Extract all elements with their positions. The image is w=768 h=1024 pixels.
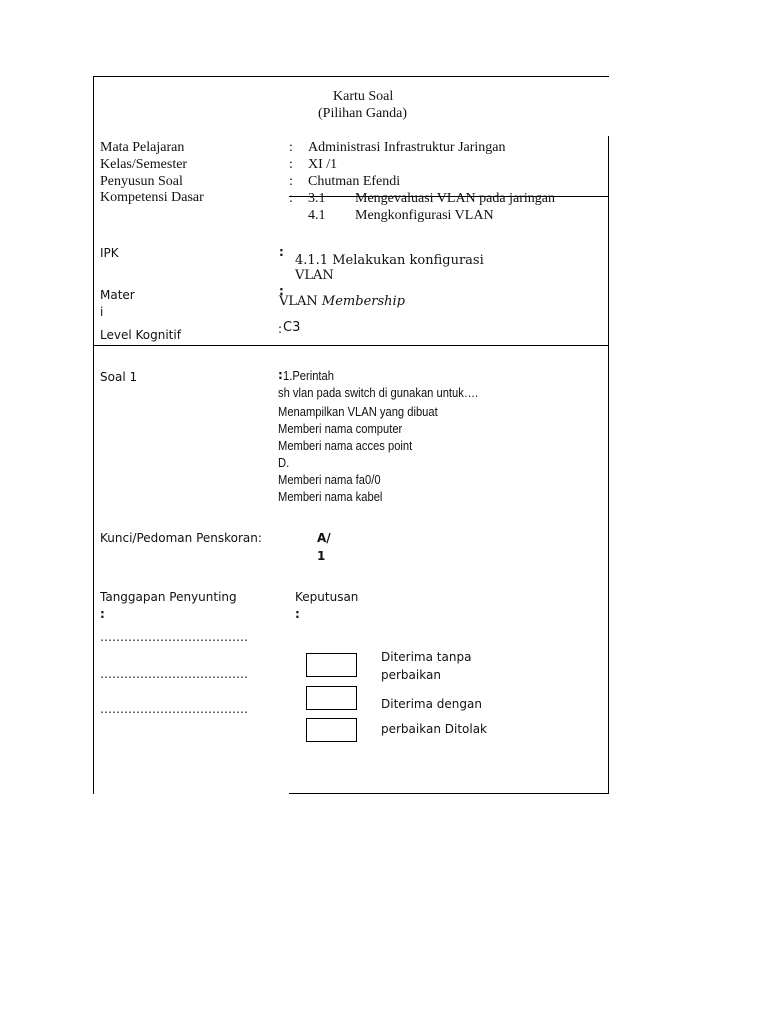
materi-value-prefix: VLAN bbox=[279, 294, 322, 309]
ipk-value-line1: 4.1.1 Melakukan konfigurasi bbox=[295, 253, 484, 268]
left-border bbox=[93, 76, 94, 794]
ipk-value-line2: VLAN bbox=[295, 268, 334, 283]
mapel-value: Administrasi Infrastruktur Jaringan bbox=[308, 140, 506, 155]
kd-colon: : bbox=[289, 191, 293, 206]
soal-colon: : bbox=[278, 368, 283, 382]
soal-question-1: 1.Perintah bbox=[283, 368, 334, 383]
top-border bbox=[93, 76, 609, 77]
checkbox-diterima-tanpa[interactable] bbox=[306, 653, 357, 677]
keputusan-label: Keputusan bbox=[295, 590, 359, 604]
kd1-number: 3.1 bbox=[308, 191, 326, 206]
checkbox-ditolak[interactable] bbox=[306, 718, 357, 742]
keputusan-opt3: perbaikan Ditolak bbox=[381, 722, 488, 736]
soal-option: Memberi nama fa0/0 bbox=[278, 472, 381, 487]
card-subtitle: (Pilihan Ganda) bbox=[318, 106, 408, 121]
materi-label-2: i bbox=[100, 305, 104, 319]
kd2-number: 4.1 bbox=[308, 208, 326, 223]
materi-colon: : bbox=[279, 284, 284, 298]
section-divider bbox=[93, 345, 609, 346]
materi-value bbox=[279, 294, 405, 309]
penyusun-label: Penyusun Soal bbox=[100, 174, 183, 189]
kelas-label: Kelas/Semester bbox=[100, 157, 188, 172]
kunci-label: Kunci/Pedoman Penskoran: bbox=[100, 531, 262, 545]
kelas-colon: : bbox=[289, 157, 293, 172]
keputusan-opt1-line2: perbaikan bbox=[381, 668, 441, 682]
mapel-label: Mata Pelajaran bbox=[100, 140, 185, 155]
kd2-text: Mengkonfigurasi VLAN bbox=[355, 208, 494, 223]
ipk-colon: : bbox=[279, 245, 284, 259]
tanggapan-dots[interactable]: ………………………………. bbox=[100, 667, 248, 681]
soal-option: Menampilkan VLAN yang dibuat bbox=[278, 404, 438, 419]
mapel-colon: : bbox=[289, 140, 293, 155]
soal-option: D. bbox=[278, 455, 290, 470]
tanggapan-colon: : bbox=[100, 607, 105, 621]
bottom-border bbox=[289, 793, 609, 794]
materi-value-italic: Membership bbox=[321, 294, 406, 309]
kd1-text: Mengevaluasi VLAN pada jaringan bbox=[355, 191, 555, 206]
tanggapan-dots[interactable]: ………………………………. bbox=[100, 630, 248, 644]
right-border-upper bbox=[608, 136, 609, 196]
kunci-value-2: 1 bbox=[317, 549, 326, 563]
soal-question-2: sh vlan pada switch di gunakan untuk…. bbox=[278, 385, 479, 400]
ipk-label: IPK bbox=[100, 246, 119, 260]
keputusan-opt1-line1: Diterima tanpa bbox=[381, 650, 472, 664]
keputusan-colon: : bbox=[295, 607, 300, 621]
materi-label-1: Mater bbox=[100, 288, 135, 302]
level-value: C3 bbox=[283, 320, 301, 335]
penyusun-value: Chutman Efendi bbox=[308, 174, 401, 189]
card-title: Kartu Soal bbox=[333, 89, 394, 104]
penyusun-colon: : bbox=[289, 174, 293, 189]
tanggapan-label: Tanggapan Penyunting bbox=[100, 590, 237, 604]
tanggapan-dots[interactable]: ………………………………. bbox=[100, 702, 248, 716]
checkbox-diterima-dengan[interactable] bbox=[306, 686, 357, 710]
kd-label: Kompetensi Dasar bbox=[100, 190, 204, 205]
level-label: Level Kognitif bbox=[100, 328, 181, 342]
kelas-value: XI /1 bbox=[308, 157, 338, 172]
level-colon: : bbox=[278, 322, 283, 336]
right-border-lower bbox=[608, 196, 609, 794]
soal-option: Memberi nama kabel bbox=[278, 489, 383, 504]
soal-option: Memberi nama acces point bbox=[278, 438, 413, 453]
soal-option: Memberi nama computer bbox=[278, 421, 403, 436]
kunci-value-1: A/ bbox=[317, 531, 331, 545]
keputusan-opt2: Diterima dengan bbox=[381, 697, 482, 711]
soal-label: Soal 1 bbox=[100, 370, 138, 384]
